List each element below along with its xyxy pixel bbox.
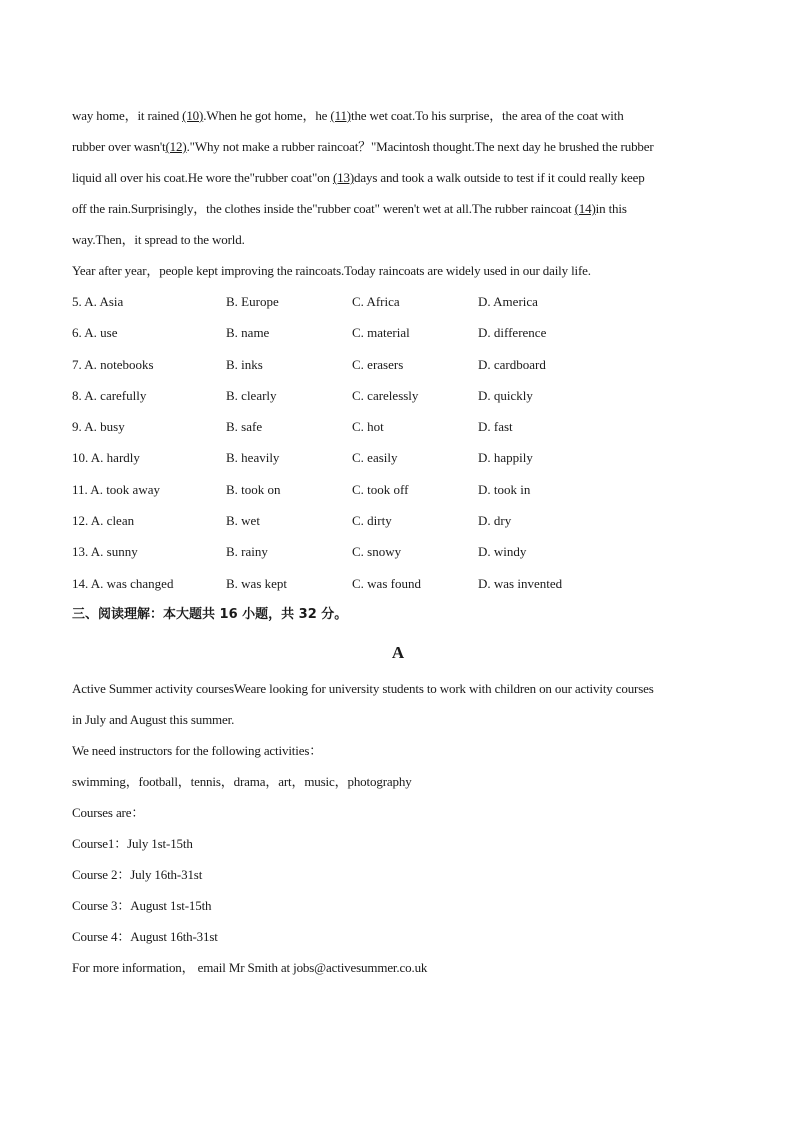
passage-line: We need instructors for the following activities： [72,742,323,758]
option-a: 5. A. Asia [72,294,124,309]
option-d: D. cardboard [478,356,546,372]
question-13 [72,536,724,567]
question-11 [72,474,724,505]
option-d: D. was invented [478,575,563,591]
option-a: 7. A. notebooks [72,356,154,372]
option-c: C. erasers [352,356,404,372]
text: the wet coat.To his surprise，the area of the coat with [350,108,624,123]
option-b: B. safe [226,419,263,435]
passage-a [72,673,724,983]
text: ."Why not make a rubber raincoat？"Macintosh thought.The next day he brushed the rubber [186,139,654,154]
option-a: 9. A. busy [72,419,125,435]
question-9 [72,411,724,442]
passage-line: in July and August this summer. [72,711,235,727]
option-d: D. windy [478,544,527,560]
question-8 [72,380,724,411]
passage-title: A [391,642,405,662]
option-a: 6. A. use [72,325,118,341]
option-a: 13. A. sunny [72,544,138,560]
option-b: B. Europe [226,294,279,309]
passage-line: Course 3：August 1st-15th [72,897,212,913]
question-7 [72,349,724,380]
option-b: B. heavily [226,450,280,466]
passage-line: way.Then，it spread to the world. [72,232,245,247]
option-c: C. Africa [352,294,400,309]
option-c: C. snowy [352,544,402,560]
question-14 [72,568,724,599]
question-12 [72,505,724,536]
blank-10: (10) [182,108,204,123]
option-c: C. material [352,325,410,341]
option-b: B. clearly [226,387,277,403]
option-b: B. rainy [226,544,268,560]
question-10 [72,442,724,473]
passage-line: swimming，football，tennis，drama，art，music，photography [72,773,412,789]
option-c: C. carelessly [352,387,419,403]
option-a: 8. A. carefully [72,387,147,403]
option-d: D. America [478,294,538,309]
passage-line: For more information， email Mr Smith at jobs@activesummer.co.uk [72,959,428,975]
passage-line [72,131,724,162]
option-c: C. hot [352,419,384,435]
passage-line [72,162,724,193]
option-c: C. dirty [352,513,392,529]
option-d: D. took in [478,481,531,497]
option-a: 12. A. clean [72,513,135,529]
text: way home，it rained [72,108,183,123]
option-c: C. was found [352,575,421,591]
blank-14: (14) [574,201,596,216]
option-d: D. happily [478,450,533,466]
question-options [72,286,724,599]
option-a: 10. A. hardly [72,450,140,466]
passage-line: Course 2：July 16th-31st [72,866,203,882]
passage-line: Course 4：August 16th-31st [72,928,218,944]
blank-12: (12) [165,139,187,154]
question-6 [72,317,724,348]
option-b: B. took on [226,481,281,497]
passage-line: Courses are： [72,804,145,820]
option-b: B. name [226,325,270,341]
option-b: B. was kept [226,575,288,591]
question-5 [72,286,724,317]
option-c: C. took off [352,481,409,497]
text: off the rain.Surprisingly，the clothes inside the"rubber coat" weren't wet at all.The rubber raincoat [72,201,575,216]
text: rubber over wasn't [72,139,166,154]
passage-line [72,193,724,224]
cloze-passage [72,100,724,286]
option-b: B. wet [226,513,260,529]
text: liquid all over his coat.He wore the"rubber coat"on [72,170,333,185]
passage-line: Active Summer activity coursesWeare looking for university students to work with children on our activity courses [72,680,654,696]
blank-11: (11) [330,108,351,123]
exam-page [72,100,724,983]
option-a: 14. A. was changed [72,575,174,591]
text: in this [595,201,627,216]
option-d: D. dry [478,513,512,529]
option-a: 11. A. took away [72,481,160,497]
section-heading: 三、阅读理解：本大题共 16 小题，共 32 分。 [72,606,348,622]
option-b: B. inks [226,356,263,372]
blank-13: (13) [332,170,354,185]
option-d: D. difference [478,325,547,341]
passage-line: Year after year，people kept improving the raincoats.Today raincoats are widely used in our daily life. [72,263,591,278]
text: .When he got home，he [203,108,331,123]
option-d: D. quickly [478,387,533,403]
text: days and took a walk outside to test if it could really keep [354,170,645,185]
passage-line: Course1：July 1st-15th [72,835,193,851]
passage-line [72,100,724,131]
option-d: D. fast [478,419,513,435]
option-c: C. easily [352,450,398,466]
